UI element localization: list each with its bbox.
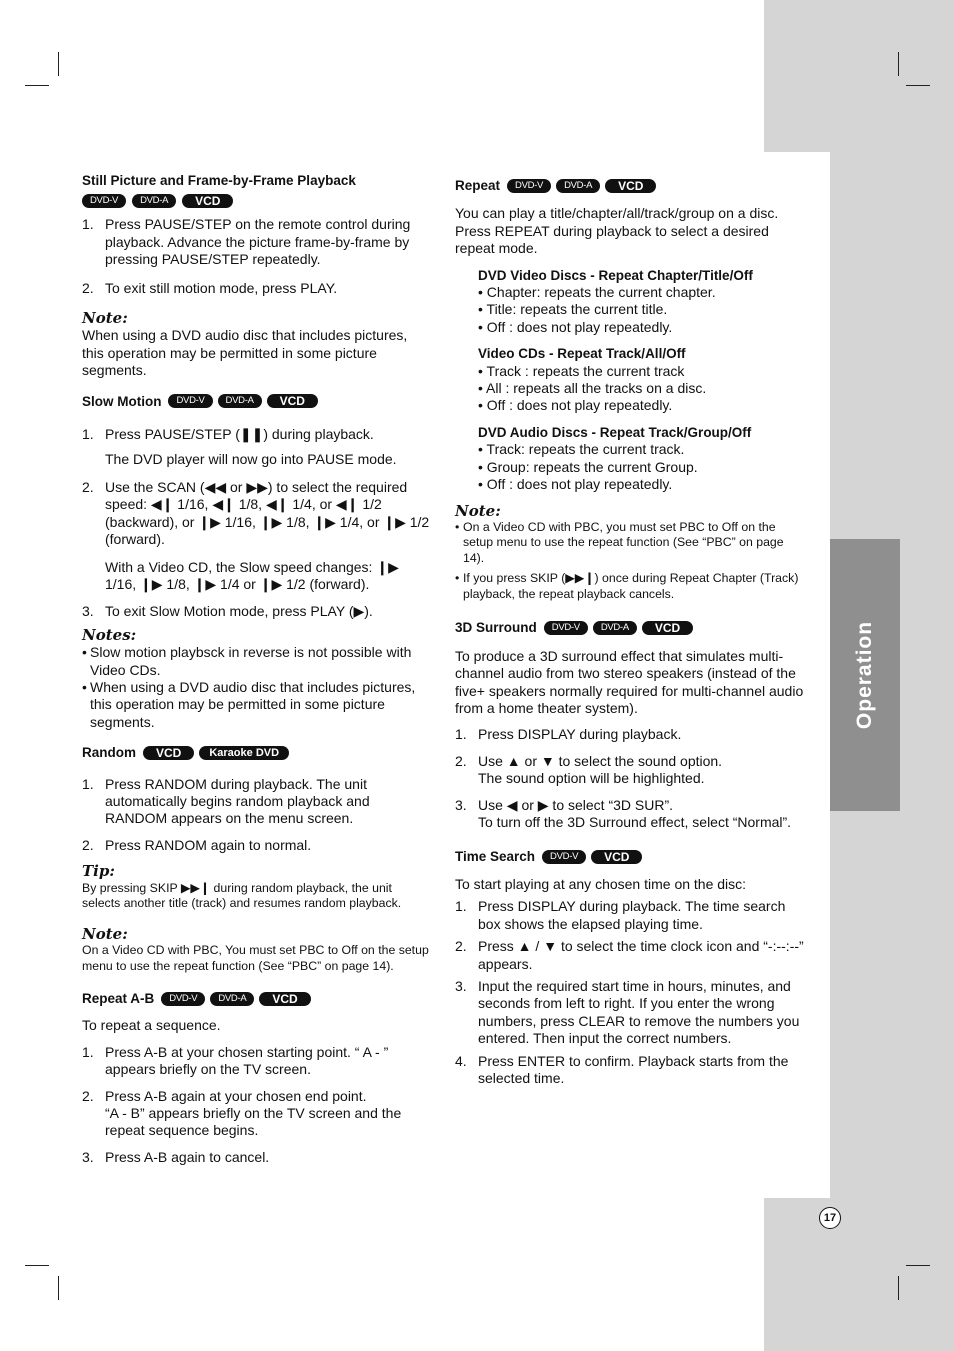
step-item (82, 1044, 432, 1079)
step-number: 1. (82, 775, 94, 792)
step-text-line: Use ▲ or ▼ to select the sound option. (478, 752, 723, 769)
step-text-line: Use ◀ or ▶ to select “3D SUR”. (478, 796, 674, 813)
step-item (455, 1053, 807, 1088)
section-tab-label: Operation (853, 620, 876, 730)
note-text: Slow motion playbsck in reverse is not possible with Video CDs. (90, 644, 412, 678)
section-heading (455, 619, 807, 636)
3d-surround-section (455, 619, 807, 831)
list-item: • Track: repeats the current track. (478, 441, 685, 458)
repeat-group-title: DVD Audio Discs - Repeat Track/Group/Off (478, 424, 752, 440)
note-text: On a Video CD with PBC, you must set PBC to Off on the setup menu to use the repeat function (See “PBC” on page 14). (463, 519, 784, 565)
badge-dvd-v: DVD-V (544, 621, 588, 635)
note-bullet (455, 520, 807, 567)
step-text: Press A-B again to cancel. (105, 1148, 270, 1165)
step-number: 4. (455, 1052, 467, 1069)
note-bullet (82, 679, 432, 731)
step-number: 1. (82, 1043, 94, 1060)
margin-panel-top (764, 0, 954, 152)
step-text: Press RANDOM again to normal. (105, 836, 312, 853)
note-title: Note: (82, 309, 128, 328)
slow-motion-section (82, 393, 432, 732)
step-number: 1. (82, 426, 94, 443)
step-item (82, 216, 432, 268)
list-item: • Track : repeats the current track (478, 362, 685, 379)
badge-dvd-v: DVD-V (168, 394, 212, 408)
step-text: Press ▲ / ▼ to select the time clock icon and “-:--:--” appears. (478, 938, 804, 972)
badge-dvd-v: DVD-V (507, 179, 551, 193)
step-text (478, 753, 807, 788)
note-text: If you press SKIP (▶▶❙) once during Repeat Chapter (Track) playback, the repeat playback cancels. (463, 571, 799, 601)
list-item: • Off : does not play repeatedly. (478, 476, 673, 493)
badge-dvd-v: DVD-V (542, 850, 586, 864)
step-text: Press DISPLAY during playback. The time search box shows the elapsed playing time. (478, 898, 786, 932)
step-text-line: To turn off the 3D Surround effect, select “Normal”. (478, 814, 792, 831)
badge-dvd-v: DVD-V (82, 194, 126, 208)
crop-mark (906, 1265, 930, 1266)
section-heading-text: Repeat A-B (82, 991, 155, 1006)
step-item (82, 837, 432, 854)
badge-dvd-a: DVD-A (556, 179, 600, 193)
step-item (82, 603, 432, 620)
repeat-section (455, 177, 807, 602)
bullet-mark: • (455, 519, 460, 534)
step-item (82, 280, 432, 297)
badge-dvd-a: DVD-A (132, 194, 176, 208)
badge-vcd: VCD (267, 394, 318, 408)
note-bullet (455, 571, 807, 602)
step-number: 2. (82, 478, 94, 495)
badge-dvd-a: DVD-A (593, 621, 637, 635)
badge-dvd-a: DVD-A (210, 992, 254, 1006)
step-text (478, 797, 807, 832)
repeat-group-title: DVD Video Discs - Repeat Chapter/Title/Off (478, 267, 753, 283)
step-text: Press RANDOM during playback. The unit automatically begins random playback and RANDOM appears on the menu screen. (105, 775, 370, 827)
intro-text: To produce a 3D surround effect that simulates multi-channel audio from two stereo speakers (instead of the five+ speakers normally required for multi-channel audio from a home theater system). (455, 647, 804, 717)
step-text: To exit still motion mode, press PLAY. (105, 279, 338, 296)
step-item (455, 898, 807, 933)
step-number: 2. (455, 752, 467, 769)
list-item: • Title: repeats the current title. (478, 301, 668, 318)
time-search-section (455, 848, 807, 1087)
page-number: 17 (819, 1207, 841, 1229)
note-text: When using a DVD audio disc that includes pictures, this operation may be permitted in some picture segments. (82, 327, 408, 379)
step-text-line: “A - B” appears briefly on the TV screen and the repeat sequence begins. (105, 1105, 402, 1139)
badge-vcd: VCD (182, 194, 233, 208)
crop-mark (58, 52, 59, 76)
step-number: 3. (82, 603, 94, 620)
step-number: 3. (82, 1148, 94, 1165)
repeat-group-list (455, 441, 807, 493)
step-text: Use the SCAN (◀◀ or ▶▶) to select the required speed: ◀❙ 1/16, ◀❙ 1/8, ◀❙ 1/4, or ◀❙ 1/2 (backward), or ❙▶ 1/16, ❙▶ 1/8, ❙▶ 1/4, or ❙▶ 1/2 (forward). (105, 478, 430, 548)
step-item (82, 1088, 432, 1140)
intro-text: You can play a title/chapter/all/track/group on a disc. Press REPEAT during playback to select a desired repeat mode. (455, 205, 779, 257)
step-number: 3. (455, 977, 467, 994)
section-heading: Still Picture and Frame-by-Frame Playback (82, 173, 356, 188)
step-text (105, 1088, 432, 1140)
step-number: 1. (455, 726, 467, 743)
badge-vcd: VCD (605, 179, 656, 193)
step-text-line: Press A-B again at your chosen end point. (105, 1087, 367, 1104)
tip-text: By pressing SKIP ▶▶❙ during random playback, the unit selects another title (track) and resumes random playback. (82, 880, 402, 911)
step-text: Press A-B at your chosen starting point. “ A - ” appears briefly on the TV screen. (105, 1043, 389, 1078)
section-heading-text: Time Search (455, 849, 536, 865)
step-item (82, 479, 432, 549)
step-number: 1. (455, 898, 467, 915)
step-text: Input the required start time in hours, minutes, and seconds from left to right. If you enter the wrong numbers, press CLEAR to remove the numbers you entered. Then input the correct numbers. (478, 977, 800, 1047)
intro-text: To repeat a sequence. (82, 1017, 221, 1034)
note-text: When using a DVD audio disc that includes pictures, this operation may be permitted in some picture segments. (90, 678, 416, 730)
intro-text: To start playing at any chosen time on the disc: (455, 875, 747, 892)
random-section (82, 744, 432, 974)
crop-mark (25, 1265, 49, 1266)
crop-mark (898, 1276, 899, 1300)
note-text: On a Video CD with PBC, You must set PBC to Off on the setup menu to use the repeat function (See “PBC” on page 14). (82, 943, 429, 973)
list-item: • All : repeats all the tracks on a disc. (478, 380, 707, 397)
crop-mark (906, 85, 930, 86)
note-title: Note: (82, 924, 128, 943)
section-heading (455, 177, 807, 194)
still-picture-section (82, 172, 432, 380)
disc-badges (82, 194, 432, 208)
step-item (82, 1149, 432, 1166)
note-title: Note: (455, 501, 501, 520)
section-heading-text: Slow Motion (82, 393, 162, 409)
crop-mark (58, 1276, 59, 1300)
section-heading (82, 744, 432, 761)
badge-vcd: VCD (259, 992, 310, 1006)
badge-karaoke-dvd: Karaoke DVD (199, 746, 289, 760)
step-text: Press ENTER to confirm. Playback starts from the selected time. (478, 1052, 789, 1086)
step-item (455, 726, 807, 743)
step-item (82, 426, 432, 443)
section-heading (82, 990, 432, 1007)
step-number: 2. (455, 938, 467, 955)
list-item: • Chapter: repeats the current chapter. (478, 284, 716, 301)
step-subtext: With a Video CD, the Slow speed changes: ❙▶ 1/16, ❙▶ 1/8, ❙▶ 1/4 or ❙▶ 1/2 (forward). (105, 558, 399, 592)
step-text: Press PAUSE/STEP on the remote control during playback. Advance the picture frame-by-frame by pressing PAUSE/STEP repeatedly. (105, 216, 411, 268)
section-heading-text: Repeat (455, 178, 501, 193)
right-column (455, 177, 807, 1087)
note-bullet (82, 644, 432, 679)
step-item (455, 753, 807, 788)
section-heading-text: 3D Surround (455, 620, 537, 636)
badge-dvd-v: DVD-V (161, 992, 205, 1006)
repeat-ab-section (82, 990, 432, 1166)
step-item (455, 938, 807, 973)
crop-mark (25, 85, 49, 86)
step-number: 2. (82, 836, 94, 853)
badge-vcd: VCD (143, 746, 194, 760)
bullet-mark: • (82, 644, 87, 661)
step-text: Press DISPLAY during playback. (478, 726, 682, 743)
repeat-group-title: Video CDs - Repeat Track/All/Off (478, 346, 686, 362)
crop-mark (898, 52, 899, 76)
step-text: Press PAUSE/STEP (❚❚) during playback. (105, 426, 374, 443)
left-column (82, 172, 432, 1166)
bullet-mark: • (82, 678, 87, 695)
list-item: • Off : does not play repeatedly. (478, 318, 673, 335)
section-heading (455, 848, 807, 865)
badge-dvd-a: DVD-A (218, 394, 262, 408)
step-item (455, 978, 807, 1048)
step-item (455, 797, 807, 832)
section-heading (82, 393, 432, 410)
tip-title: Tip: (82, 862, 115, 881)
list-item: • Group: repeats the current Group. (478, 458, 698, 475)
badge-vcd: VCD (591, 850, 642, 864)
section-heading-text: Random (82, 745, 136, 761)
step-text: To exit Slow Motion mode, press PLAY (▶). (105, 603, 373, 620)
step-number: 2. (82, 1087, 94, 1104)
step-number: 3. (455, 796, 467, 813)
step-subtext: The DVD player will now go into PAUSE mode. (105, 451, 397, 468)
margin-panel-bottom (764, 1198, 954, 1351)
notes-title: Notes: (82, 625, 137, 644)
step-item (82, 776, 432, 828)
list-item: • Off : does not play repeatedly. (478, 397, 673, 414)
step-text-line: The sound option will be highlighted. (478, 770, 705, 787)
repeat-group-list (455, 363, 807, 415)
step-number: 1. (82, 216, 94, 233)
badge-vcd: VCD (642, 621, 693, 635)
repeat-group-list (455, 284, 807, 336)
step-number: 2. (82, 279, 94, 296)
bullet-mark: • (455, 571, 460, 586)
